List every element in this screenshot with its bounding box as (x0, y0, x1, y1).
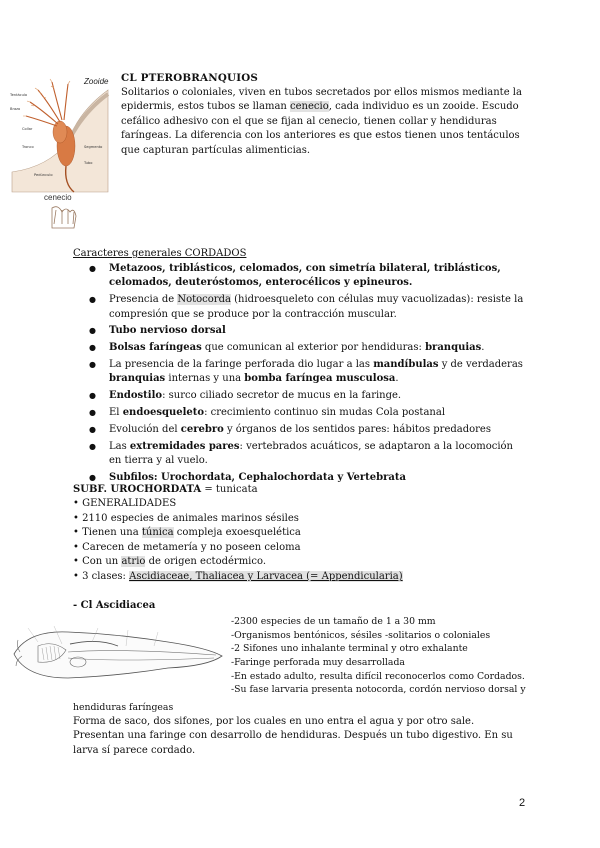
list-item: ● Las extremidades pares: vertebrados acuáticos, se adaptaron a la locomoción en tierra y al vuelo. (89, 440, 513, 466)
list-item: • GENERALIDADES (73, 498, 177, 509)
pterobranquios-text-1: Solitarios o coloniales, viven en tubos secretados por ellos mismos mediante la epidermis, estos tubos se llaman (121, 87, 522, 113)
list-item: ● Metazoos, triblásticos, celomados, con simetría bilateral, triblásticos, celomados, deuteróstomos, enterocélicos y epineuros. (89, 263, 501, 289)
urochordata-title: SUBF. UROCHORDATA = tunicata (73, 484, 258, 495)
ascidiacea-paragraph: Forma de saco, dos sifones, por los cuales en uno entra el agua y por otro sale. Presentan una faringe con desarrollo de hendiduras. Después un tubo digestivo. En su larva sí parece cordado. (73, 716, 513, 756)
bullet-icon: ● (89, 441, 96, 451)
caracteres-list (73, 262, 528, 488)
list-item: ● Evolución del cerebro y órganos de los sentidos pares: hábitos predadores (73, 423, 528, 437)
pterobranquios-text-2: , cada individuo es un zooide. Escudo cefálico adhesivo con el que se fijan al cenecio, tienen collar y hendiduras faríngeas. La diferencia con los anteriores es que estos tienen unos tentáculos que capturan partículas alimenticias. (121, 101, 520, 156)
list-item: ● Subfilos: Urochordata, Cephalochordata y Vertebrata (73, 471, 528, 485)
bullet-icon: ● (89, 408, 96, 417)
list-item: ● Endostilo: surco ciliado secretor de mucus en la faringe. (73, 389, 528, 403)
highlight-clases: Ascidiaceae, Thaliacea y Larvacea (= Appendicularia) (129, 570, 403, 582)
bullet-icon: ● (89, 424, 96, 434)
list-item: -2300 especies de un tamaño de 1 a 30 mm (231, 616, 436, 627)
list-item: • Con un atrio de origen ectodérmico. (73, 556, 266, 568)
list-item: • Carecen de metamería y no poseen celoma (73, 541, 301, 553)
cenecio-illustration (8, 72, 116, 232)
list-item: ● Bolsas faríngeas que comunican al exterior por hendiduras: branquias. (73, 341, 528, 355)
label-tronco: Tronco (22, 145, 34, 149)
label-tentaculo: Tentáculo (10, 93, 28, 97)
list-item: ● El endoesqueleto: crecimiento continuo sin mudas Cola postanal (73, 406, 528, 420)
bullet-icon: ● (89, 295, 96, 305)
list-item: ● Presencia de Notocorda (hidroesqueleto con células muy vacuolizadas): resiste la compresión que se produce por la contracción muscular. (89, 294, 524, 320)
list-item: • 2110 especies de animales marinos sésiles (73, 512, 299, 524)
highlight-tunica: túnica (141, 527, 174, 539)
bullet-icon: ● (89, 391, 96, 401)
page-number: 2 (519, 797, 526, 809)
pterobranquios-title: CL PTEROBRANQUIOS (121, 72, 259, 84)
label-zooide: Zooide (84, 77, 109, 86)
highlight-notocorda: Notocorda (177, 294, 231, 306)
label-pedunculo: Pedúnculo (34, 173, 53, 177)
label-segmento: Segmento (84, 145, 103, 149)
bullet-icon: ● (89, 264, 96, 273)
label-collar: Collar (22, 127, 33, 131)
bullet-icon: ● (89, 360, 96, 369)
list-item: -Organismos bentónicos, sésiles -solitarios o coloniales (231, 629, 491, 641)
ascidiacea-continuation: hendiduras faríngeas (73, 702, 174, 713)
highlight-atrio: atrio (121, 556, 146, 568)
list-item: ● Tubo nervioso dorsal (73, 324, 528, 338)
bullet-icon: ● (89, 472, 96, 482)
list-item: -En estado adulto, resulta difícil reconocerlos como Cordados. (231, 670, 525, 682)
list-item: • Tienen una túnica compleja exoesquelética (73, 527, 301, 539)
list-item: ● La presencia de la faringe perforada dio lugar a las mandíbulas y de verdaderas branquias internas y una bomba faríngea musculosa. (89, 359, 523, 385)
ascidiacea-list (231, 615, 531, 697)
urochordata-list (73, 497, 513, 585)
ascidiacea-title: - Cl Ascidiacea (73, 600, 156, 611)
label-brazo: Brazo (10, 107, 21, 111)
list-item: -Faringe perforada muy desarrollada (231, 657, 405, 669)
ascidian-larva-illustration (8, 622, 226, 686)
bullet-icon: ● (89, 326, 96, 336)
label-cenecio: cenecio (44, 193, 72, 202)
list-item: • 3 clases: Ascidiaceae, Thaliacea y Larvacea (= Appendicularia) (73, 570, 403, 582)
highlight-cenecio: cenecio (290, 101, 329, 113)
bullet-icon: ● (89, 343, 96, 353)
list-item: -Su fase larvaria presenta notocorda, cordón nervioso dorsal y (231, 684, 526, 696)
list-item: -2 Sifones uno inhalante terminal y otro exhalante (231, 643, 468, 655)
caracteres-title: Caracteres generales CORDADOS (73, 248, 247, 259)
label-tubo: Tubo (84, 161, 93, 165)
pterobranquios-paragraph (121, 86, 533, 158)
